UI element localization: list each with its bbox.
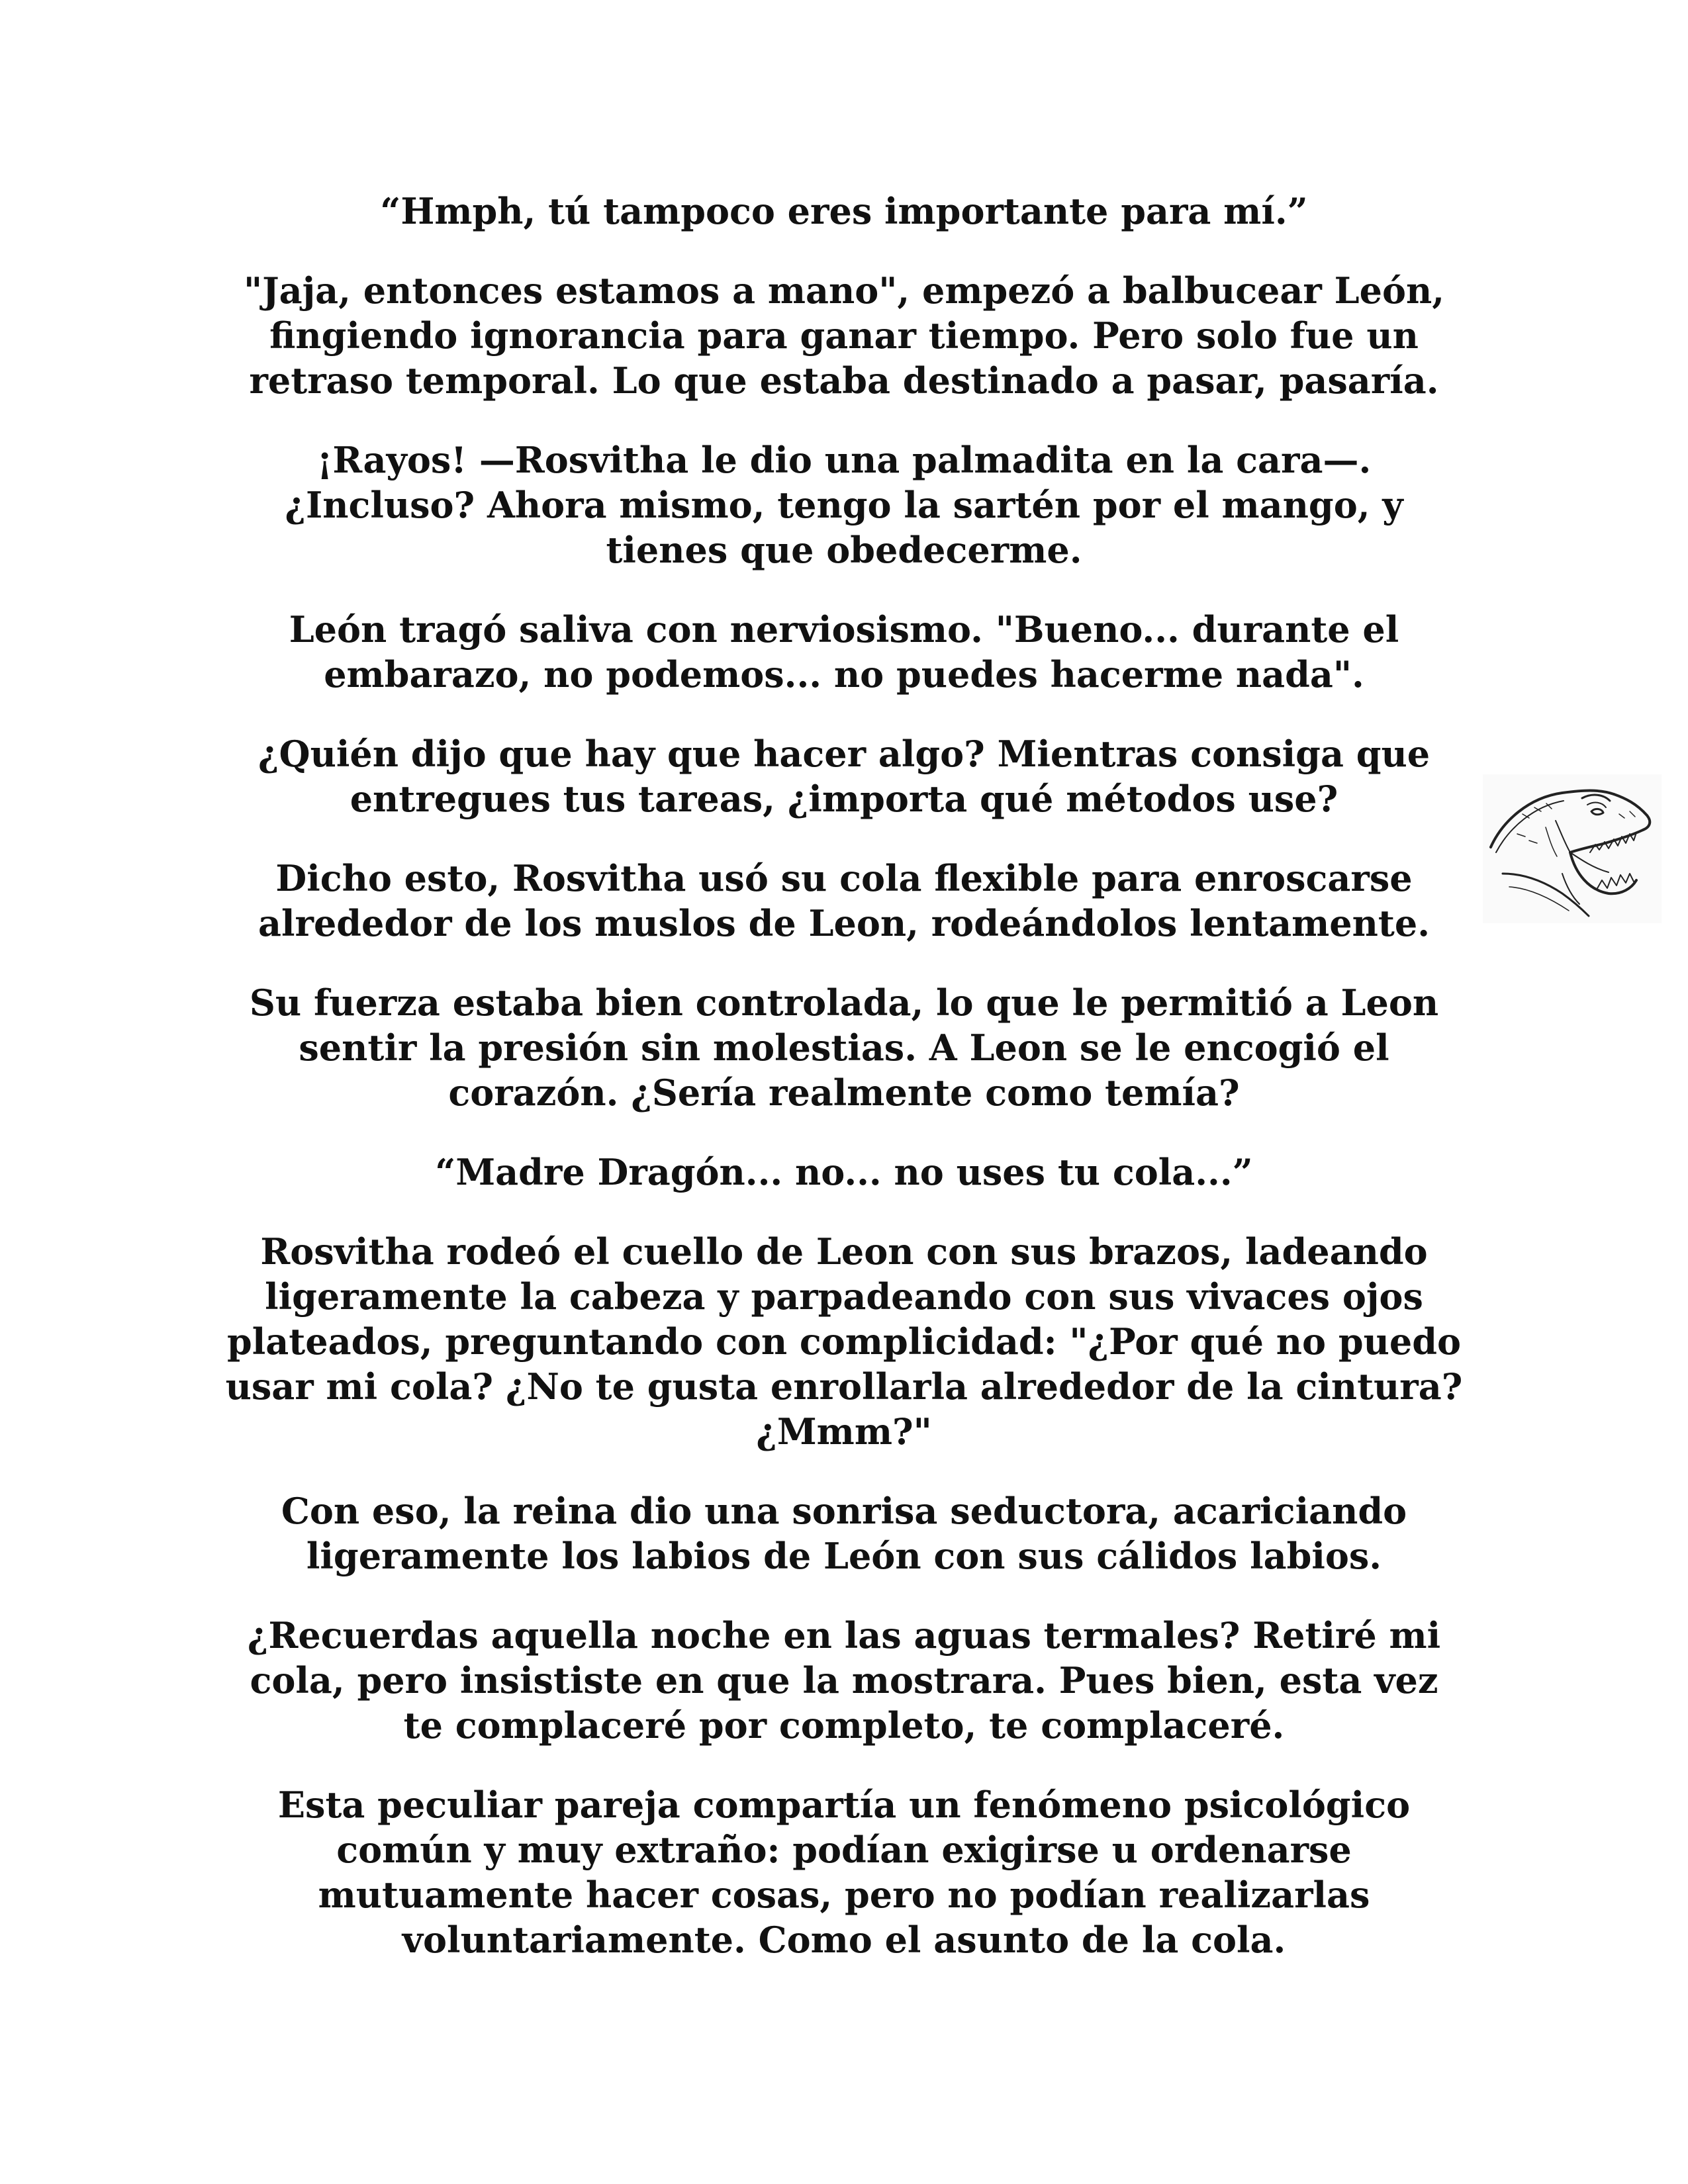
dinosaur-head-sketch-icon [1483,774,1662,923]
paragraph-7: Su fuerza estaba bien controlada, lo que le permitió a Leon sentir la presión sin molestias. A Leon se le encogió el corazón. ¿Sería realmente como temía? [249,981,1439,1114]
paragraph-4: León tragó saliva con nerviosismo. "Bueno... durante el embarazo, no podemos... no puedes hacerme nada". [289,608,1399,696]
paragraph-1: “Hmph, tú tampoco eres importante para mí.” [380,190,1308,232]
paragraph-3: ¡Rayos! —Rosvitha le dio una palmadita en la cara—. ¿Incluso? Ahora mismo, tengo la sartén por el mango, y tienes que obedecerme. [285,439,1403,571]
paragraph-10: Con eso, la reina dio una sonrisa seductora, acariciando ligeramente los labios de León con sus cálidos labios. [281,1490,1407,1577]
paragraph-11: ¿Recuerdas aquella noche en las aguas termales? Retiré mi cola, pero insististe en que la mostrara. Pues bien, esta vez te complaceré por completo, te complaceré. [247,1614,1441,1747]
paragraph-9: Rosvitha rodeó el cuello de Leon con sus brazos, ladeando ligeramente la cabeza y parpadeando con sus vivaces ojos plateados, preguntando con complicidad: "¿Por qué no puedo usar mi cola? ¿No te gusta enrollarla alrededor de la cintura? ¿Mmm?" [225,1230,1463,1453]
paragraph-5: ¿Quién dijo que hay que hacer algo? Mientras consiga que entregues tus tareas, ¿importa qué métodos use? [258,733,1430,820]
paragraph-6: Dicho esto, Rosvitha usó su cola flexible para enroscarse alrededor de los muslos de Leon, rodeándolos lentamente. [258,857,1430,944]
paragraph-8: “Madre Dragón... no... no uses tu cola...” [435,1151,1253,1193]
paragraph-2: "Jaja, entonces estamos a mano", empezó a balbucear León, fingiendo ignorancia para ganar tiempo. Pero solo fue un retraso temporal. Lo que estaba destinado a pasar, pasaría. [243,269,1445,402]
story-text [225,189,1463,1962]
paragraph-12: Esta peculiar pareja compartía un fenómeno psicológico común y muy extraño: podían exigirse u ordenarse mutuamente hacer cosas, pero no podían realizarlas voluntariamente. Como el asunto de la cola. [277,1784,1411,1961]
